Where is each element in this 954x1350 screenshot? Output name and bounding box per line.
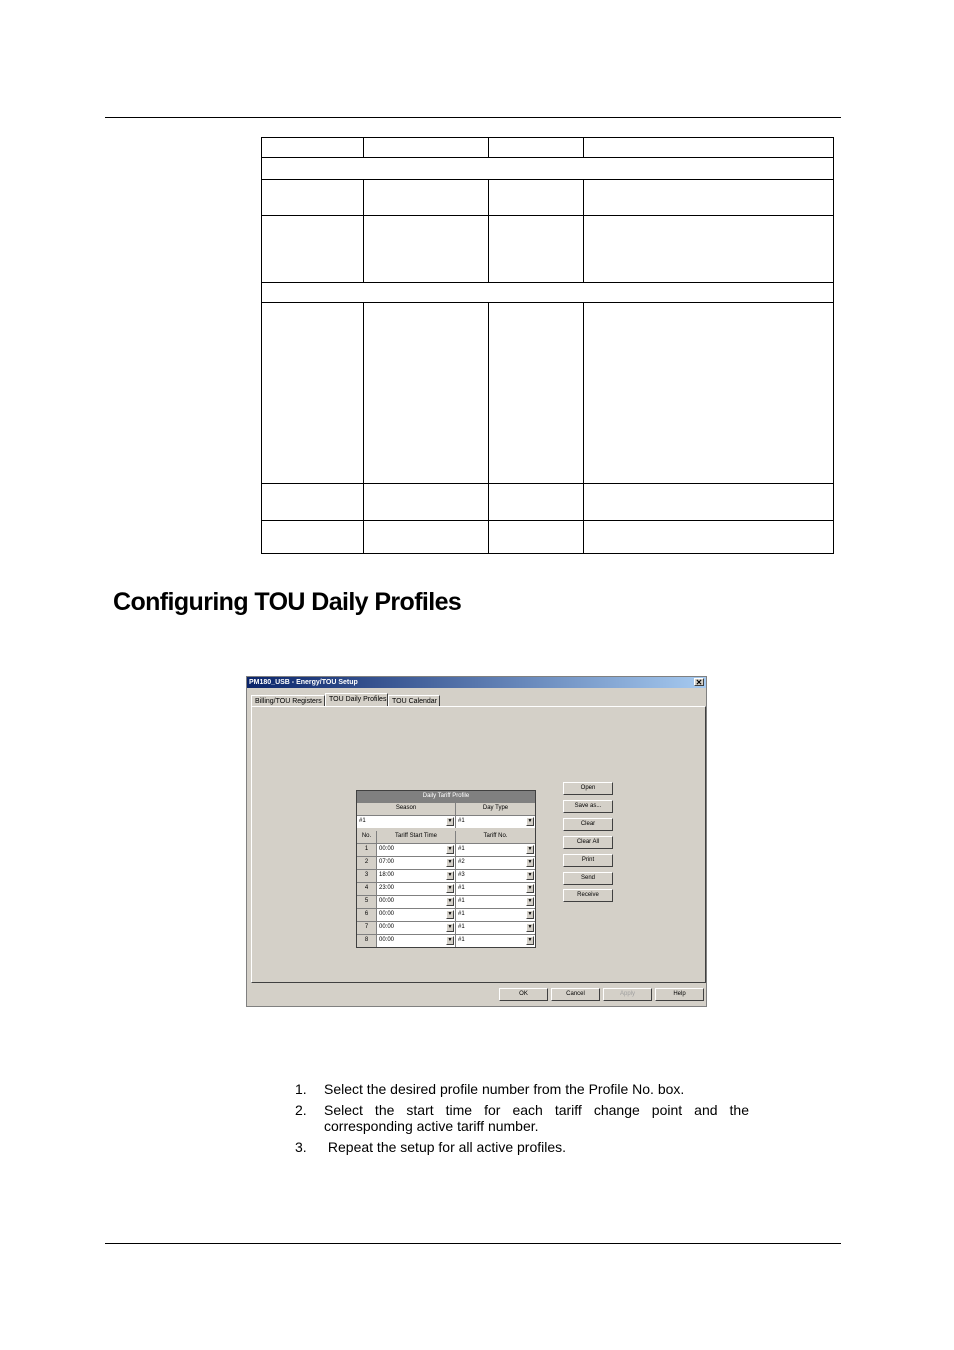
footer-rule bbox=[105, 1243, 841, 1244]
col-start-header: Tariff Start Time bbox=[377, 831, 456, 843]
clear-all-button[interactable]: Clear All bbox=[563, 836, 613, 849]
table-row bbox=[357, 934, 535, 947]
tariff-value: #1 bbox=[458, 898, 465, 904]
row-number: 5 bbox=[357, 896, 377, 908]
tariff-value: #1 bbox=[458, 885, 465, 891]
start-time-value: 18:00 bbox=[379, 872, 395, 878]
chevron-down-icon[interactable]: ▼ bbox=[447, 859, 453, 865]
col-no-header: No. bbox=[357, 831, 377, 843]
list-item bbox=[295, 1102, 749, 1134]
list-item bbox=[295, 1081, 749, 1097]
chevron-down-icon[interactable]: ▼ bbox=[527, 846, 533, 852]
tariff-value: #1 bbox=[458, 911, 465, 917]
table-row bbox=[357, 856, 535, 869]
chevron-down-icon[interactable]: ▼ bbox=[527, 818, 533, 824]
tariff-value: #3 bbox=[458, 872, 465, 878]
tariff-value: #2 bbox=[458, 859, 465, 865]
tariff-value: #1 bbox=[458, 846, 465, 852]
step-number: 1. bbox=[295, 1081, 307, 1097]
window-titlebar bbox=[247, 677, 706, 688]
tariff-value: #1 bbox=[458, 924, 465, 930]
clear-button[interactable]: Clear bbox=[563, 818, 613, 831]
chevron-down-icon[interactable]: ▼ bbox=[447, 885, 453, 891]
list-item bbox=[295, 1139, 749, 1155]
daily-tariff-profile-grid bbox=[356, 790, 536, 948]
daytype-select[interactable] bbox=[456, 816, 535, 828]
chevron-down-icon[interactable]: ▼ bbox=[447, 898, 453, 904]
save-as-button[interactable]: Save as... bbox=[563, 800, 613, 813]
open-button[interactable]: Open bbox=[563, 782, 613, 795]
daytype-header: Day Type bbox=[482, 805, 509, 811]
send-button[interactable]: Send bbox=[563, 872, 613, 885]
start-time-select[interactable] bbox=[377, 844, 456, 856]
section-title: Configuring TOU Daily Profiles bbox=[113, 588, 462, 616]
header-rule bbox=[105, 117, 841, 118]
row-number: 3 bbox=[357, 870, 377, 882]
column-header-row bbox=[357, 828, 535, 843]
start-time-value: 00:00 bbox=[379, 846, 395, 852]
chevron-down-icon[interactable]: ▼ bbox=[447, 872, 453, 878]
start-time-value: 00:00 bbox=[379, 898, 395, 904]
tariff-select[interactable] bbox=[456, 870, 535, 882]
row-number: 7 bbox=[357, 922, 377, 934]
step-number: 3. bbox=[295, 1139, 307, 1155]
print-button[interactable]: Print bbox=[563, 854, 613, 867]
row-number: 4 bbox=[357, 883, 377, 895]
row-number: 8 bbox=[357, 935, 377, 947]
tab-tou-calendar[interactable]: TOU Calendar bbox=[388, 695, 440, 706]
start-time-value: 23:00 bbox=[379, 885, 395, 891]
start-time-select[interactable] bbox=[377, 857, 456, 869]
daytype-value: #1 bbox=[458, 818, 465, 824]
step-text: Select the start time for each tariff change point and the corresponding active tariff number. bbox=[324, 1102, 749, 1134]
window-title: PM180_USB - Energy/TOU Setup bbox=[249, 679, 358, 686]
tariff-select[interactable] bbox=[456, 883, 535, 895]
help-button[interactable]: Help bbox=[655, 988, 704, 1001]
chevron-down-icon[interactable]: ▼ bbox=[447, 937, 453, 943]
col-tariff-header: Tariff No. bbox=[483, 833, 508, 839]
chevron-down-icon[interactable]: ▼ bbox=[527, 924, 533, 930]
chevron-down-icon[interactable]: ▼ bbox=[527, 885, 533, 891]
chevron-down-icon[interactable]: ▼ bbox=[527, 898, 533, 904]
chevron-down-icon[interactable]: ▼ bbox=[447, 818, 453, 824]
tariff-select[interactable] bbox=[456, 922, 535, 934]
start-time-select[interactable] bbox=[377, 922, 456, 934]
season-header: Season bbox=[357, 803, 456, 815]
tariff-value: #1 bbox=[458, 937, 465, 943]
step-text: Select the desired profile number from the Profile No. box. bbox=[324, 1081, 685, 1097]
tariff-select[interactable] bbox=[456, 909, 535, 921]
tariff-select[interactable] bbox=[456, 844, 535, 856]
chevron-down-icon[interactable]: ▼ bbox=[527, 911, 533, 917]
season-select[interactable] bbox=[357, 816, 456, 828]
cancel-button[interactable]: Cancel bbox=[551, 988, 600, 1001]
chevron-down-icon[interactable]: ▼ bbox=[527, 872, 533, 878]
ok-button[interactable]: OK bbox=[499, 988, 548, 1001]
tab-tou-daily-profiles[interactable]: TOU Daily Profiles bbox=[325, 693, 388, 706]
table-row bbox=[357, 843, 535, 856]
season-daytype-header bbox=[357, 802, 535, 815]
start-time-select[interactable] bbox=[377, 935, 456, 947]
setup-steps bbox=[295, 1081, 749, 1160]
tab-billing-tou-registers[interactable]: Billing/TOU Registers bbox=[251, 695, 325, 706]
start-time-value: 00:00 bbox=[379, 911, 395, 917]
chevron-down-icon[interactable]: ▼ bbox=[527, 937, 533, 943]
row-number: 1 bbox=[357, 844, 377, 856]
step-text: Repeat the setup for all active profiles. bbox=[324, 1139, 567, 1155]
chevron-down-icon[interactable]: ▼ bbox=[527, 859, 533, 865]
table-row bbox=[357, 882, 535, 895]
table-row bbox=[357, 921, 535, 934]
start-time-value: 00:00 bbox=[379, 924, 395, 930]
start-time-select[interactable] bbox=[377, 896, 456, 908]
tab-panel bbox=[251, 706, 706, 983]
tariff-select[interactable] bbox=[456, 896, 535, 908]
chevron-down-icon[interactable]: ▼ bbox=[447, 911, 453, 917]
step-number: 2. bbox=[295, 1102, 307, 1118]
chevron-down-icon[interactable]: ▼ bbox=[447, 846, 453, 852]
table-row bbox=[357, 908, 535, 921]
start-time-select[interactable] bbox=[377, 909, 456, 921]
start-time-value: 00:00 bbox=[379, 937, 395, 943]
row-number: 2 bbox=[357, 857, 377, 869]
table-row bbox=[357, 895, 535, 908]
grid-caption: Daily Tariff Profile bbox=[357, 791, 535, 802]
table-row bbox=[357, 869, 535, 882]
chevron-down-icon[interactable]: ▼ bbox=[447, 924, 453, 930]
receive-button[interactable]: Receive bbox=[563, 889, 613, 902]
reference-table bbox=[261, 137, 834, 554]
close-icon[interactable]: ✕ bbox=[695, 678, 703, 687]
start-time-select[interactable] bbox=[377, 870, 456, 882]
row-number: 6 bbox=[357, 909, 377, 921]
tariff-select[interactable] bbox=[456, 857, 535, 869]
start-time-value: 07:00 bbox=[379, 859, 395, 865]
energy-tou-setup-window bbox=[246, 676, 707, 1007]
start-time-select[interactable] bbox=[377, 883, 456, 895]
tariff-select[interactable] bbox=[456, 935, 535, 947]
season-daytype-row bbox=[357, 815, 535, 828]
season-value: #1 bbox=[359, 818, 366, 824]
apply-button[interactable]: Apply bbox=[603, 988, 652, 1001]
